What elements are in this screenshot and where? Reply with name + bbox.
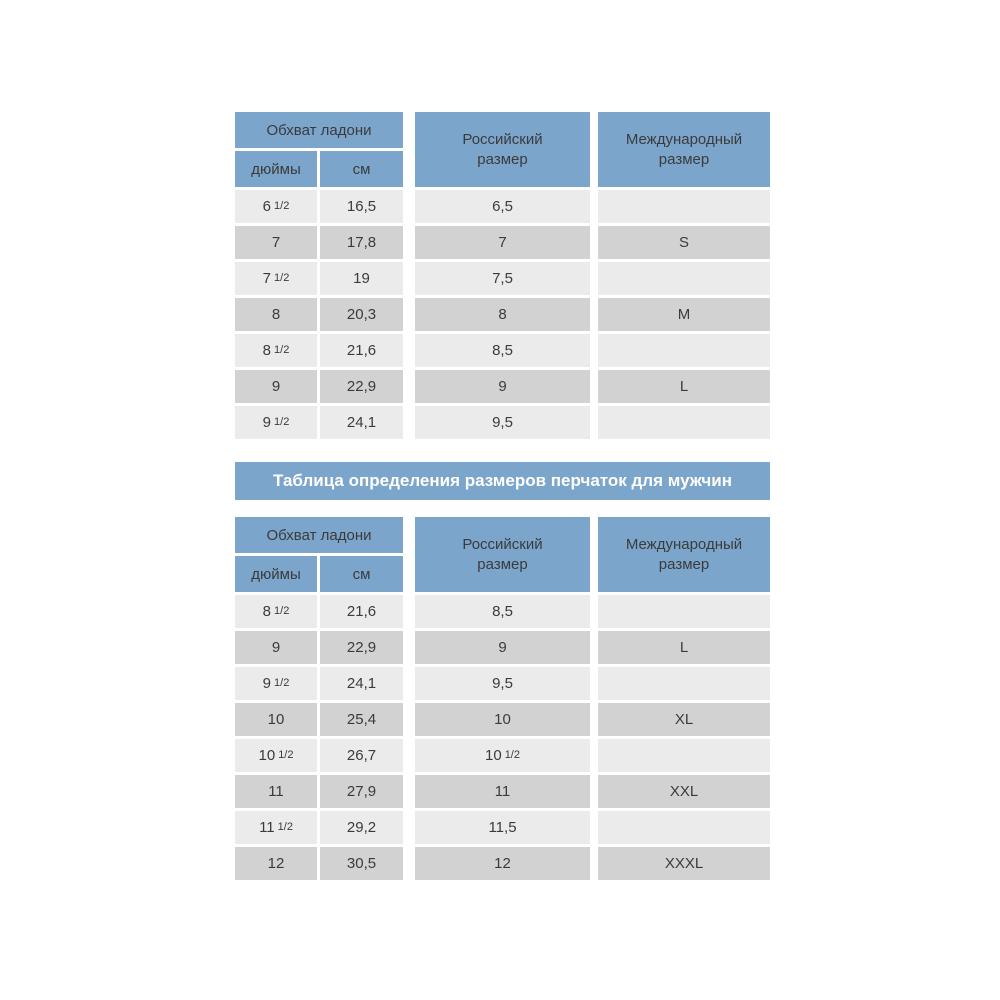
cell-russian-size: 8,5 bbox=[415, 334, 590, 367]
fraction-text: 1/2 bbox=[277, 821, 293, 833]
russian-size-header bbox=[415, 517, 590, 592]
international-size-header bbox=[598, 517, 770, 592]
cell-cm: 24,1 bbox=[320, 406, 403, 439]
table-row bbox=[235, 811, 770, 844]
table-row bbox=[235, 847, 770, 880]
palm-girth-subheaders bbox=[235, 556, 403, 592]
cell-russian-size: 9 bbox=[415, 631, 590, 664]
cell-cm: 21,6 bbox=[320, 334, 403, 367]
cell-inches: 8 bbox=[235, 298, 317, 331]
table-row bbox=[235, 775, 770, 808]
cell-cm: 17,8 bbox=[320, 226, 403, 259]
table-rows bbox=[235, 190, 770, 439]
cell-international-size bbox=[598, 190, 770, 223]
table-row bbox=[235, 667, 770, 700]
international-size-header-label: Международный размер bbox=[625, 535, 743, 573]
cell-international-size: XXL bbox=[598, 775, 770, 808]
table-rows bbox=[235, 595, 770, 880]
fraction-text: 1/2 bbox=[274, 677, 290, 689]
cell-russian-size: 9 bbox=[415, 370, 590, 403]
cell-inches: 8 1/2 bbox=[235, 595, 317, 628]
cell-cm: 30,5 bbox=[320, 847, 403, 880]
inches-header: дюймы bbox=[235, 151, 317, 187]
fraction-text: 1/2 bbox=[504, 749, 520, 761]
cell-cm: 22,9 bbox=[320, 631, 403, 664]
cell-russian-size: 10 bbox=[415, 703, 590, 736]
russian-size-header-label: Российский размер bbox=[462, 535, 543, 573]
fraction-text: 1/2 bbox=[274, 416, 290, 428]
international-size-header-label: Международный размер bbox=[625, 130, 743, 168]
cell-cm: 25,4 bbox=[320, 703, 403, 736]
inches-header: дюймы bbox=[235, 556, 317, 592]
table-row bbox=[235, 703, 770, 736]
cell-inches: 11 bbox=[235, 775, 317, 808]
fraction-text: 1/2 bbox=[274, 272, 290, 284]
fraction-text: 1/2 bbox=[274, 344, 290, 356]
cm-header: см bbox=[320, 151, 403, 187]
cell-inches: 9 bbox=[235, 370, 317, 403]
cell-russian-size: 12 bbox=[415, 847, 590, 880]
cell-inches: 9 1/2 bbox=[235, 406, 317, 439]
russian-size-header bbox=[415, 112, 590, 187]
fraction-text: 1/2 bbox=[278, 749, 294, 761]
cell-international-size bbox=[598, 811, 770, 844]
cell-cm: 19 bbox=[320, 262, 403, 295]
cell-cm: 26,7 bbox=[320, 739, 403, 772]
international-size-header bbox=[598, 112, 770, 187]
cell-inches: 12 bbox=[235, 847, 317, 880]
size-table-top bbox=[235, 112, 770, 439]
cell-inches: 6 1/2 bbox=[235, 190, 317, 223]
cell-russian-size: 9,5 bbox=[415, 667, 590, 700]
cell-russian-size: 7,5 bbox=[415, 262, 590, 295]
cell-inches: 10 bbox=[235, 703, 317, 736]
cell-russian-size: 6,5 bbox=[415, 190, 590, 223]
cell-russian-size: 8 bbox=[415, 298, 590, 331]
men-table-title-banner: Таблица определения размеров перчаток для мужчин bbox=[235, 462, 770, 500]
table-row bbox=[235, 298, 770, 331]
table-row bbox=[235, 190, 770, 223]
table-row bbox=[235, 226, 770, 259]
cell-russian-size: 9,5 bbox=[415, 406, 590, 439]
table-row bbox=[235, 595, 770, 628]
cell-russian-size: 10 1/2 bbox=[415, 739, 590, 772]
cell-cm: 16,5 bbox=[320, 190, 403, 223]
cell-russian-size: 11,5 bbox=[415, 811, 590, 844]
palm-girth-header: Обхват ладони bbox=[235, 517, 403, 553]
table-header bbox=[235, 112, 770, 187]
cm-header: см bbox=[320, 556, 403, 592]
cell-international-size bbox=[598, 667, 770, 700]
fraction-text: 1/2 bbox=[274, 200, 290, 212]
table-row bbox=[235, 631, 770, 664]
cell-cm: 27,9 bbox=[320, 775, 403, 808]
cell-international-size: L bbox=[598, 631, 770, 664]
size-table-men bbox=[235, 517, 770, 880]
cell-russian-size: 8,5 bbox=[415, 595, 590, 628]
fraction-text: 1/2 bbox=[274, 605, 290, 617]
cell-international-size bbox=[598, 406, 770, 439]
cell-cm: 20,3 bbox=[320, 298, 403, 331]
russian-size-header-label: Российский размер bbox=[462, 130, 543, 168]
palm-girth-header-group bbox=[235, 112, 403, 187]
cell-international-size bbox=[598, 739, 770, 772]
cell-international-size: S bbox=[598, 226, 770, 259]
table-row bbox=[235, 370, 770, 403]
cell-international-size bbox=[598, 595, 770, 628]
cell-inches: 9 1/2 bbox=[235, 667, 317, 700]
cell-international-size: M bbox=[598, 298, 770, 331]
palm-girth-header: Обхват ладони bbox=[235, 112, 403, 148]
cell-inches: 7 1/2 bbox=[235, 262, 317, 295]
cell-inches: 10 1/2 bbox=[235, 739, 317, 772]
cell-inches: 8 1/2 bbox=[235, 334, 317, 367]
cell-inches: 9 bbox=[235, 631, 317, 664]
cell-inches: 7 bbox=[235, 226, 317, 259]
glove-size-chart bbox=[235, 112, 770, 880]
palm-girth-subheaders bbox=[235, 151, 403, 187]
cell-international-size: L bbox=[598, 370, 770, 403]
cell-cm: 22,9 bbox=[320, 370, 403, 403]
cell-cm: 21,6 bbox=[320, 595, 403, 628]
cell-cm: 29,2 bbox=[320, 811, 403, 844]
cell-international-size: XXXL bbox=[598, 847, 770, 880]
cell-international-size bbox=[598, 262, 770, 295]
cell-russian-size: 11 bbox=[415, 775, 590, 808]
palm-girth-header-group bbox=[235, 517, 403, 592]
table-row bbox=[235, 406, 770, 439]
table-row bbox=[235, 334, 770, 367]
table-header bbox=[235, 517, 770, 592]
cell-cm: 24,1 bbox=[320, 667, 403, 700]
cell-inches: 11 1/2 bbox=[235, 811, 317, 844]
cell-international-size: XL bbox=[598, 703, 770, 736]
cell-international-size bbox=[598, 334, 770, 367]
table-row bbox=[235, 262, 770, 295]
cell-russian-size: 7 bbox=[415, 226, 590, 259]
table-row bbox=[235, 739, 770, 772]
